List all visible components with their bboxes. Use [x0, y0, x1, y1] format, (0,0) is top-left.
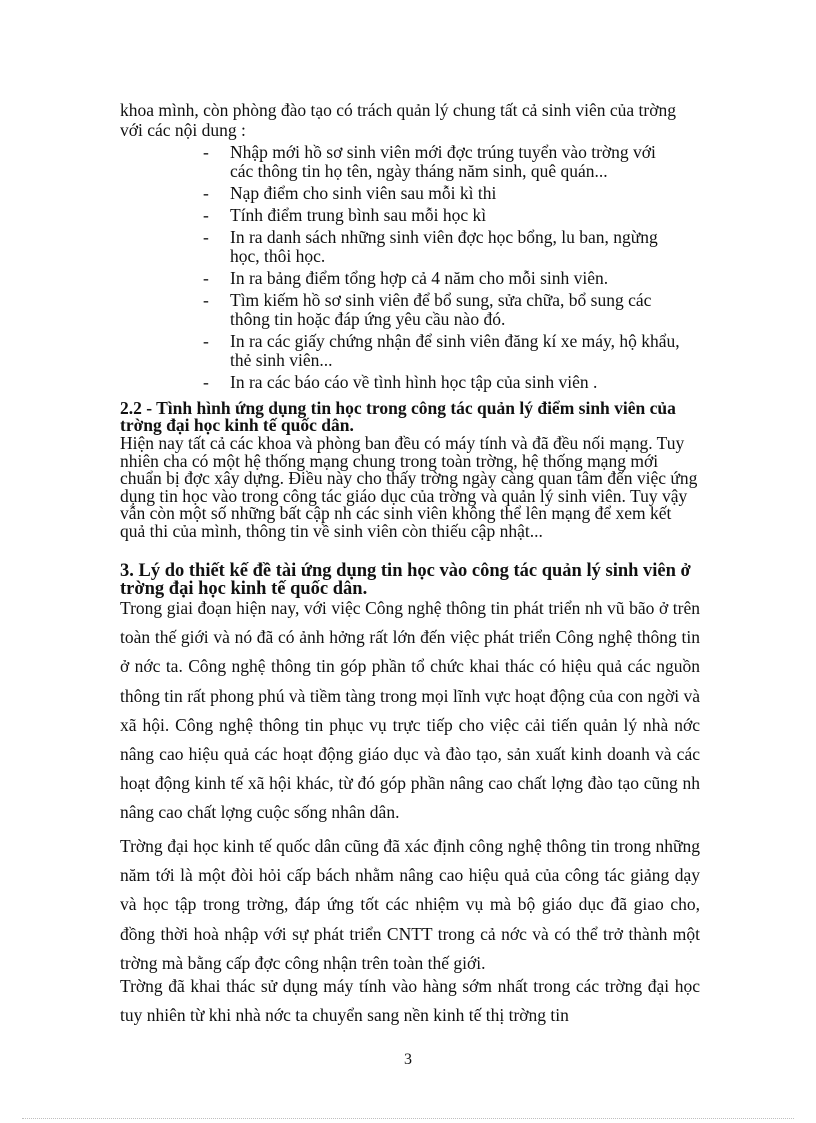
- intro-paragraph: khoa mình, còn phòng đào tạo có trách quản lý chung tất cả sinh viên của trờng với các nội dung :: [120, 100, 676, 140]
- bullet-dash: -: [203, 268, 209, 288]
- section-3-heading: 3. Lý do thiết kế đề tài ứng dụng tin học vào công tác quản lý sinh viên ở trờng đại học kinh tế quốc dân.: [120, 561, 691, 599]
- list-item: - Nhập mới hồ sơ sinh viên mới đợc trúng tuyển vào trờng với các thông tin họ tên, ngày tháng năm sinh, quê quán...: [203, 142, 656, 181]
- section-3-paragraph-2: Trờng đại học kinh tế quốc dân cũng đã xác định công nghệ thông tin trong những năm tới là một đòi hỏi cấp bách nhằm nâng cao hiệu quả của công tác giảng dạy và học tập trong trờng, đáp ứng tốt các nhiệm vụ mà bộ giáo dục đã giao cho, đồng thời hoà nhập với sự phát triển CNTT trong cả nớc và có thể trở thành một trờng mà bằng cấp đợc công nhận trên toàn thế giới.: [120, 836, 700, 973]
- list-item: - In ra các báo cáo về tình hình học tập của sinh viên .: [203, 372, 598, 392]
- section-3-paragraph-3: Trờng đã khai thác sử dụng máy tính vào hàng sớm nhất trong các trờng đại học tuy nhiên từ khi nhà nớc ta chuyển sang nền kinh tế thị trờng tin: [120, 976, 700, 1026]
- bullet-dash: -: [203, 227, 209, 247]
- section-2-2-paragraph: Hiện nay tất cả các khoa và phòng ban đều có máy tính và đã đều nối mạng. Tuy nhiên cha có một hệ thống mạng chung trong toàn trờng, hệ thống mạng mới chuẩn bị đợc xây dựng. Điều này cho thấy trờng ngày càng quan tâm đến việc ứng dụng tin học vào trong công tác giáo dục của trờng và quản lý sinh viên. Tuy vậy vẫn còn một số những bất cập nh các sinh viên không thể lên mạng để xem kết quả thi của mình, thông tin về sinh viên còn thiếu cập nhật...: [120, 433, 698, 541]
- list-item: - Nạp điểm cho sinh viên sau mỗi kì thi: [203, 183, 497, 203]
- bullet-dash: -: [203, 183, 209, 203]
- bullet-dash: -: [203, 142, 209, 162]
- list-item: - In ra các giấy chứng nhận để sinh viên đăng kí xe máy, hộ khẩu, thẻ sinh viên...: [203, 331, 680, 370]
- section-2-2-heading: 2.2 - Tình hình ứng dụng tin học trong công tác quản lý điểm sinh viên của trờng đại học kinh tế quốc dân.: [120, 398, 676, 435]
- list-item: - Tính điểm trung bình sau mỗi học kì: [203, 205, 487, 225]
- task-list: [203, 143, 683, 395]
- list-item: - In ra danh sách những sinh viên đợc học bổng, lu ban, ngừng học, thôi học.: [203, 227, 658, 266]
- page-bottom-divider: [22, 1118, 794, 1119]
- page-number: 3: [404, 1051, 412, 1068]
- section-3-paragraph-1: Trong giai đoạn hiện nay, với việc Công nghệ thông tin phát triển nh vũ bão ở trên toàn thế giới và nó đã có ảnh hởng rất lớn đến việc phát triển Công nghệ thông tin ở nớc ta. Công nghệ thông tin góp phần tổ chức khai thác có hiệu quả các nguồn thông tin rất phong phú và tiềm tàng trong mọi lĩnh vực hoạt động của con ngời và xã hội. Công nghệ thông tin phục vụ trực tiếp cho việc cải tiến quản lý nhà nớc nâng cao hiệu quả các hoạt động giáo dục và đào tạo, sản xuất kinh doanh và các hoạt động kinh tế xã hội khác, từ đó góp phần nâng cao chất lợng đào tạo cũng nh nâng cao chất lợng cuộc sống nhân dân.: [120, 598, 700, 823]
- list-item: - In ra bảng điểm tổng hợp cả 4 năm cho mỗi sinh viên.: [203, 268, 609, 288]
- bullet-dash: -: [203, 372, 209, 392]
- bullet-dash: -: [203, 205, 209, 225]
- list-item: - Tìm kiếm hồ sơ sinh viên để bổ sung, sửa chữa, bổ sung các thông tin hoặc đáp ứng yêu cầu nào đó.: [203, 290, 652, 329]
- bullet-dash: -: [203, 290, 209, 310]
- bullet-dash: -: [203, 331, 209, 351]
